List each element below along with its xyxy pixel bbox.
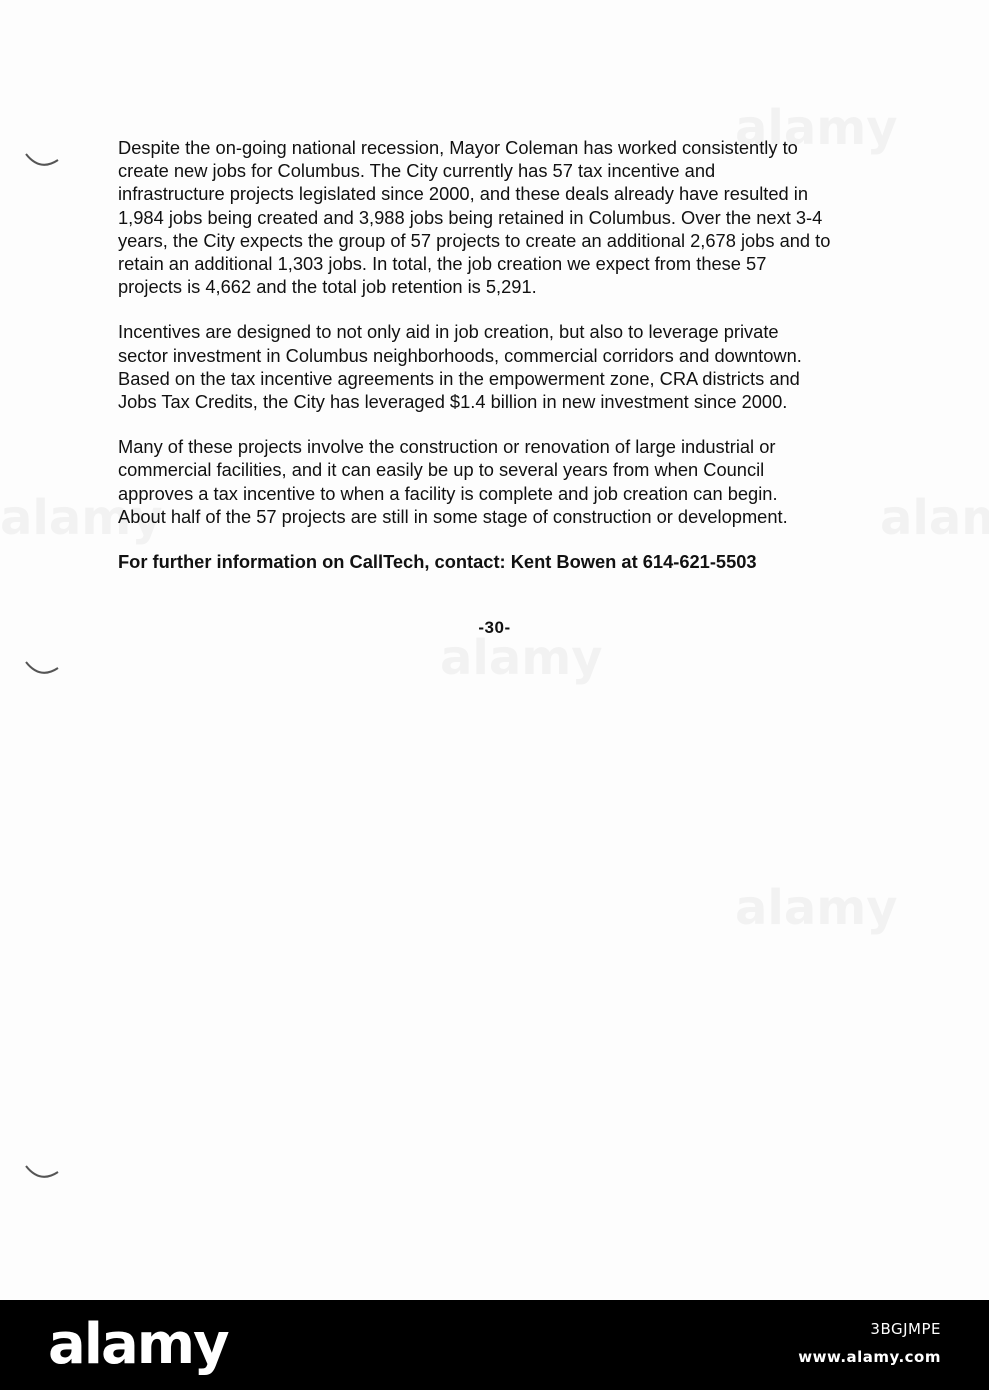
paragraph bbox=[118, 320, 908, 413]
paragraph bbox=[118, 435, 908, 528]
image-id: 3BGJMPE bbox=[870, 1320, 941, 1338]
punch-hole-icon bbox=[22, 1162, 62, 1184]
footer-url: www.alamy.com bbox=[798, 1348, 941, 1366]
paragraph bbox=[118, 136, 908, 298]
text-line: sector investment in Columbus neighborhoods, commercial corridors and downtown. bbox=[118, 344, 802, 366]
document-body bbox=[118, 136, 908, 573]
contact-line: For further information on CallTech, contact: Kent Bowen at 614-621-5503 bbox=[118, 551, 757, 573]
page-number: -30- bbox=[478, 618, 511, 637]
text-line: retain an additional 1,303 jobs. In total, the job creation we expect from these 57 bbox=[118, 253, 767, 275]
punch-hole-icon bbox=[22, 150, 62, 172]
watermark-text bbox=[735, 880, 898, 936]
text-line: Despite the on-going national recession, Mayor Coleman has worked consistently to bbox=[118, 137, 798, 158]
text-line: About half of the 57 projects are still in some stage of construction or development. bbox=[118, 505, 788, 527]
text-line: years, the City expects the group of 57 projects to create an additional 2,678 jobs and to bbox=[118, 229, 831, 251]
text-line: infrastructure projects legislated since 2000, and these deals already have resulted in bbox=[118, 183, 809, 205]
footer-bar bbox=[0, 1300, 989, 1390]
text-line: Many of these projects involve the construction or renovation of large industrial or bbox=[118, 436, 776, 458]
text-line: Incentives are designed to not only aid in job creation, but also to leverage private bbox=[118, 321, 779, 343]
text-line: create new jobs for Columbus. The City currently has 57 tax incentive and bbox=[118, 160, 716, 182]
text-line: Jobs Tax Credits, the City has leveraged $1.4 billion in new investment since 2000. bbox=[118, 391, 788, 413]
text-line: Based on the tax incentive agreements in the empowerment zone, CRA districts and bbox=[118, 367, 800, 389]
text-line: projects is 4,662 and the total job retention is 5,291. bbox=[118, 276, 537, 298]
text-line: approves a tax incentive to when a facility is complete and job creation can begin. bbox=[118, 482, 778, 504]
watermark-text bbox=[440, 630, 603, 686]
text-line: commercial facilities, and it can easily be up to several years from when Council bbox=[118, 459, 765, 481]
punch-hole-icon bbox=[22, 658, 62, 680]
footer-logo: alamy bbox=[48, 1312, 228, 1377]
text-line: 1,984 jobs being created and 3,988 jobs being retained in Columbus. Over the next 3-4 bbox=[118, 206, 823, 228]
